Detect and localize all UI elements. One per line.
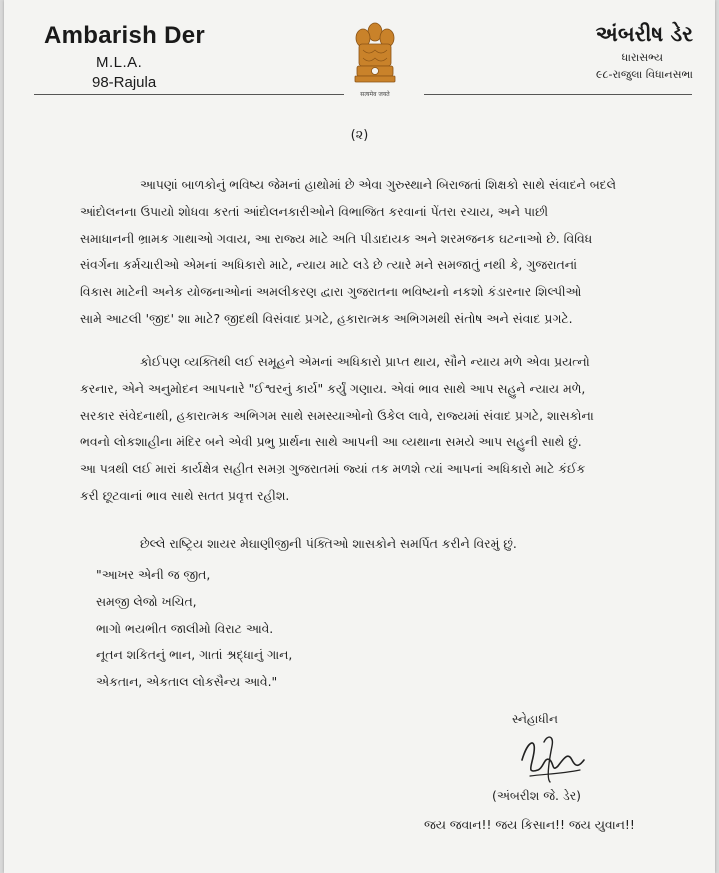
paragraph-3 xyxy=(80,531,700,558)
paragraph-line: આપણાં બાળકોનું ભવિષ્ય જેમનાં હાથોમાં છે એવા ગુરુસ્થાને બિરાજતાં શિક્ષકો સાથે સંવાદને બદલે xyxy=(140,177,616,192)
verse-line: "આખર એની જ જીત, xyxy=(96,567,211,582)
constituency-english: 98-Rajula xyxy=(92,74,157,91)
paragraph-1 xyxy=(80,172,700,333)
signatory-name: (અંબરીશ જે. ડેર) xyxy=(492,788,581,803)
designation-gujarati: ધારાસભ્ય xyxy=(621,51,663,64)
handwritten-signature xyxy=(514,730,594,786)
letterhead-rule-left xyxy=(34,94,344,95)
designation-english: M.L.A. xyxy=(96,54,143,71)
paragraph-line: સરકાર સંવેદનાથી, હકારાત્મક અભિગમ સાથે સમસ્યાઓનો ઉકેલ લાવે, રાજ્યમાં સંવાદ પ્રગટે, શાસકોના xyxy=(80,407,594,423)
verse-line: ભાગો ભયભીત જાલીમો વિરાટ આવે. xyxy=(96,620,274,636)
verse-line: નૂતન શકિતનું ભાન, ગાતાં શ્રદ્ધાનું ગાન, xyxy=(96,647,293,663)
paragraph-line: આ પત્રથી લઈ મારાં કાર્યક્ષેત્ર સહીત સમગ્ર ગુજરાતમાં જ્યાં તક મળશે ત્યાં આપનાં અધિકારો માટે કંઈક xyxy=(80,461,586,477)
mla-name-gujarati: અંબરીષ ડેર xyxy=(595,22,693,46)
poem-verse xyxy=(96,562,292,696)
paragraph-line: સામે આટલી 'જીદ' શા માટે? જીદથી વિસંવાદ પ્રગટે, હકારાત્મક અભિગમથી સંતોષ અને સંવાદ પ્રગટે. xyxy=(80,310,573,326)
national-emblem-icon xyxy=(349,20,401,100)
paragraph-line: આંદોલનના ઉપાયો શોધવા કરતાં આંદોલનકારીઓને વિભાજિત કરવાનાં પેંતરા રચાય, અને પાછી xyxy=(80,203,549,219)
paragraph-line: કોઈપણ વ્યક્તિથી લઈ સમૂહને એમનાં અધિકારો પ્રાપ્ત થાય, સૌને ન્યાય મળે એવા પ્રયત્નો xyxy=(140,354,590,369)
verse-line: એકતાન, એકતાલ લોકસૈન્ય આવે." xyxy=(96,674,278,690)
closing-salutation: સ્નેહાધીન xyxy=(512,712,558,726)
emblem-motto: सत्यमेव जयते xyxy=(360,91,390,98)
mla-name-english: Ambarish Der xyxy=(44,22,205,49)
slogan: જય જવાન!! જય કિસાન!! જય યુવાન!! xyxy=(424,817,635,832)
paragraph-line: ભવનો લોકશાહીના મંદિર બને એવી પ્રભુ પ્રાર્થના સાથે આપની આ વ્યથાના સમયે આપ સહુની સાથે છું. xyxy=(80,434,582,450)
verse-line: સમજી લેજો ખચિત, xyxy=(96,593,197,609)
paragraph-line: કરી છૂટવાનાં ભાવ સાથે સતત પ્રવૃત્ત રહીશ. xyxy=(80,487,290,503)
paragraph-line: કરનાર, એને અનુમોદન આપનારે "ઈશ્વરનું કાર્ય" કર્યું ગણાય. એવાં ભાવ સાથે આપ સહુને ન્યાય મળે, xyxy=(80,380,586,396)
letter-page xyxy=(4,0,715,873)
letterhead-right xyxy=(596,22,693,82)
paragraph-line: છેલ્લે રાષ્ટ્રિય શાયર મેઘાણીજીની પંક્તિઓ શાસકોને સમર્પિત કરીને વિરમું છું. xyxy=(140,536,517,551)
letterhead-rule-right xyxy=(424,94,692,95)
letterhead-left xyxy=(44,22,205,91)
constituency-gujarati: ૯૮-રાજુલા વિધાનસભા xyxy=(595,68,693,81)
page-number: (૨) xyxy=(350,128,369,143)
paragraph-2 xyxy=(80,349,700,510)
paragraph-line: સમાધાનની ભ્રામક ગાથાઓ ગવાય, આ રાજ્ય માટે અતિ પીડાદાયક અને શરમજનક ઘટનાઓ છે. વિવિધ xyxy=(80,230,593,246)
paragraph-line: વિકાસ માટેની અનેક યોજનાઓનાં અમલીકરણ દ્વારા ગુજરાતના ભવિષ્યનો નકશો કંડારનાર શિલ્પીઓ xyxy=(80,284,582,300)
paragraph-line: સંવર્ગના કર્મચારીઓ એમનાં અધિકારો માટે, ન્યાય માટે લડે છે ત્યારે મને સમજાતું નથી કે, ગુજરાતનાં xyxy=(80,257,577,273)
